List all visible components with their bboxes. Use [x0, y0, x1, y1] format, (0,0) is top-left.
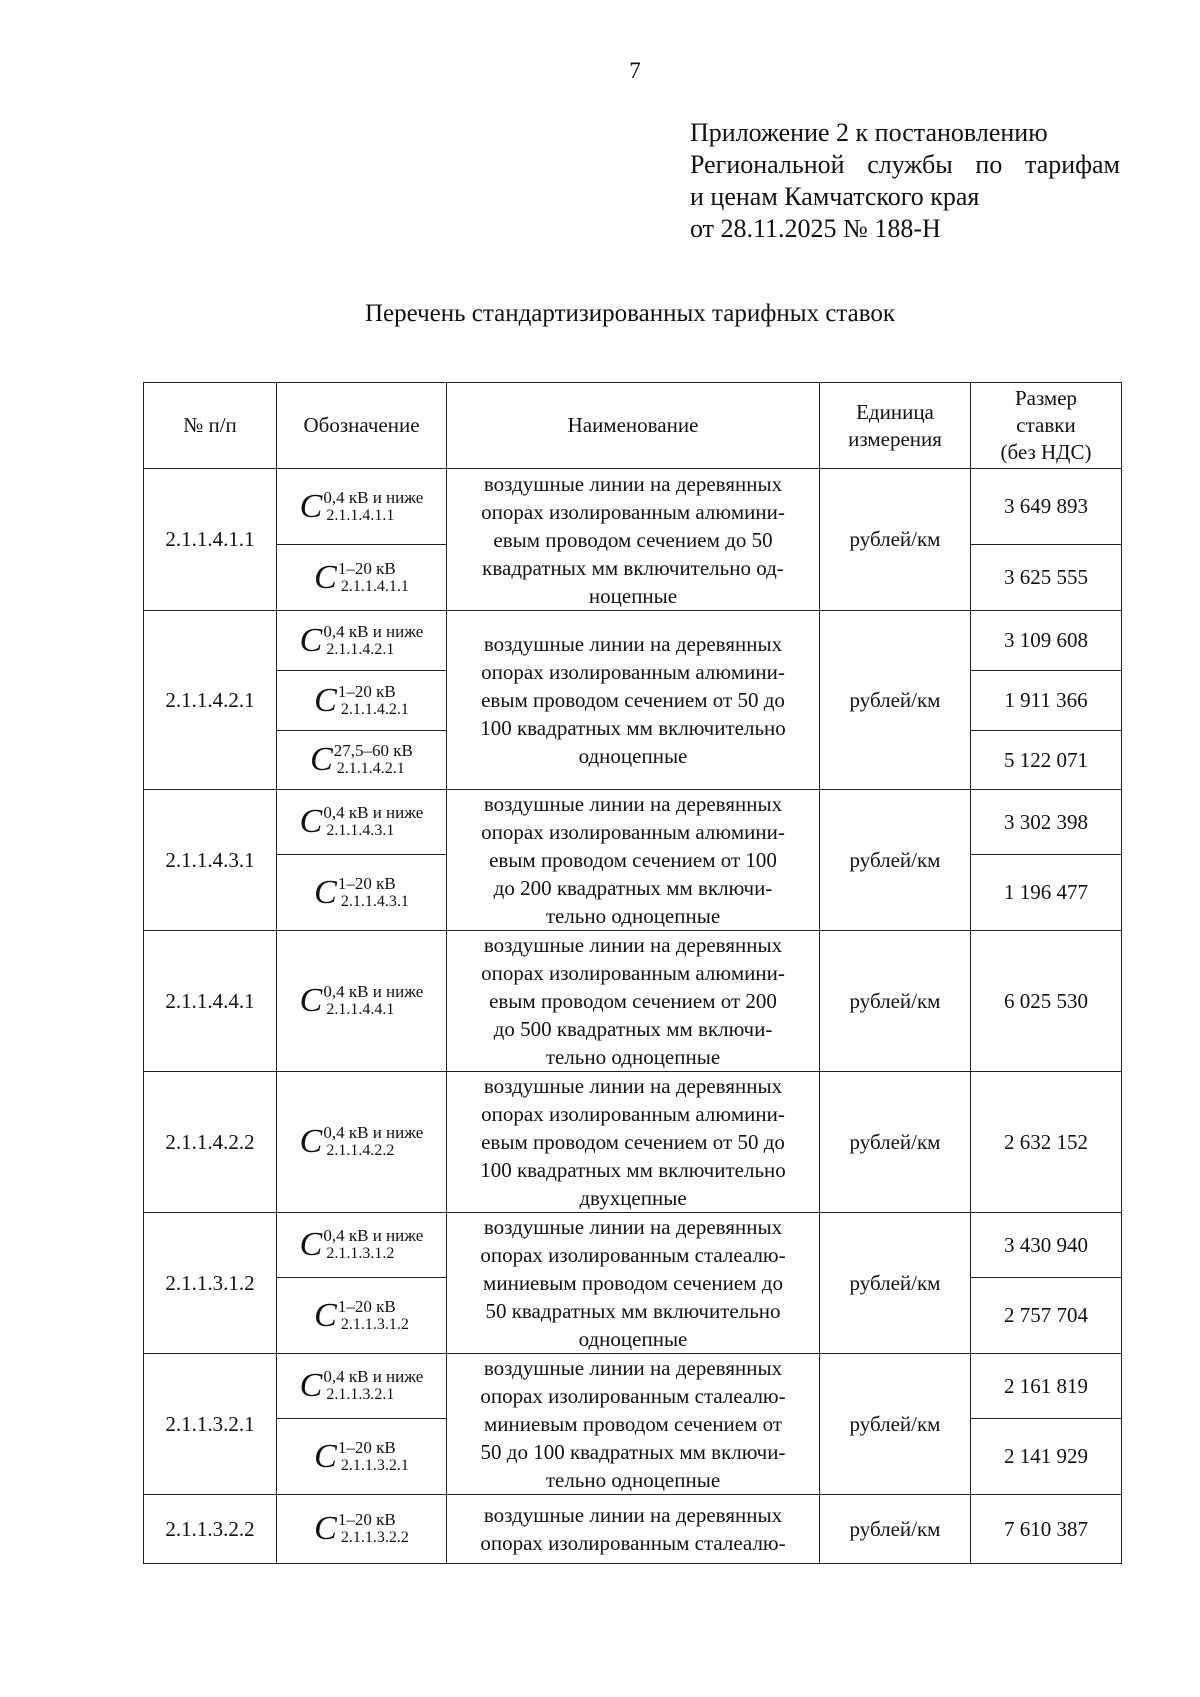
rate-value: 5 122 071 [971, 731, 1122, 790]
name-line: евым проводом сечением от 100 [489, 848, 777, 872]
name-line: евым проводом сечением до 50 [493, 527, 773, 552]
rate-code: 2.1.1.4.2.1 [336, 760, 405, 777]
rate-code: 2.1.1.3.1.2 [326, 1245, 395, 1263]
rate-unit: рублей/км [820, 611, 971, 790]
header-value-line-1: Размер [1014, 386, 1078, 410]
rate-name [447, 931, 820, 1072]
rate-designation [277, 1072, 447, 1213]
name-line: воздушные линии на деревянных [483, 792, 783, 816]
name-line: 100 квадратных мм включительно [480, 1158, 786, 1182]
tariff-rates-table [143, 382, 1122, 1564]
rate-name [447, 1354, 820, 1495]
rate-symbol-letter: C [314, 1296, 337, 1334]
rate-voltage-class: 0,4 кВ и ниже [323, 1367, 424, 1387]
rate-code: 2.1.1.4.3.1 [326, 822, 395, 840]
rate-voltage-class: 0,4 кВ и ниже [323, 1226, 424, 1246]
name-line: воздушные линии на деревянных [483, 933, 783, 957]
table-row [144, 469, 1122, 545]
rate-designation [277, 1213, 447, 1278]
rate-designation [277, 545, 447, 611]
name-line: евым проводом сечением от 50 до [481, 1130, 785, 1154]
rate-voltage-class: 1–20 кВ [337, 1510, 396, 1529]
name-line: до 200 квадратных мм включи- [493, 876, 773, 900]
rate-designation [277, 671, 447, 731]
rate-unit: рублей/км [820, 1213, 971, 1354]
rate-designation [277, 1278, 447, 1354]
rate-name [447, 1072, 820, 1213]
rate-unit: рублей/км [820, 1354, 971, 1495]
rate-designation [277, 611, 447, 671]
rate-name [447, 790, 820, 931]
rate-voltage-class: 1–20 кВ [337, 681, 396, 701]
rate-value: 3 625 555 [971, 545, 1122, 611]
rate-code: 2.1.1.4.2.2 [326, 1142, 395, 1159]
header-unit [820, 383, 971, 469]
rate-voltage-class: 1–20 кВ [337, 873, 396, 893]
rate-value: 7 610 387 [971, 1495, 1122, 1564]
name-line: тельно одноцепные [545, 1045, 721, 1069]
table-header-row [144, 383, 1122, 469]
rate-symbol-letter: C [299, 1367, 323, 1405]
rate-designation [277, 790, 447, 855]
page-number: 7 [629, 58, 641, 83]
rate-unit: рублей/км [820, 931, 971, 1072]
rate-code: 2.1.1.3.1.2 [340, 1315, 409, 1333]
rate-code: 2.1.1.4.2.1 [326, 640, 395, 658]
rate-voltage-class: 0,4 кВ и ниже [323, 487, 424, 507]
rate-voltage-class: 0,4 кВ и ниже [323, 621, 424, 641]
name-line: опорах изолированным алюмини- [481, 820, 785, 844]
name-line: опорах изолированным алюмини- [481, 961, 785, 985]
rate-value: 1 911 366 [971, 671, 1122, 731]
rate-code: 2.1.1.4.3.1 [340, 892, 409, 910]
rate-symbol-letter: C [314, 558, 337, 596]
appendix-line-1: Приложение 2 к постановлению [690, 118, 1048, 147]
name-line: опорах изолированным сталеалю- [480, 1531, 786, 1555]
rate-designation [277, 855, 447, 931]
rate-code: 2.1.1.3.2.1 [340, 1456, 409, 1474]
rate-symbol-letter: C [299, 803, 323, 841]
rate-value: 6 025 530 [971, 931, 1122, 1072]
rate-code: 2.1.1.4.4.1 [326, 1001, 395, 1018]
header-num: № п/п [144, 383, 277, 469]
name-line: миниевым проводом сечением от [483, 1412, 783, 1436]
table-row [144, 611, 1122, 671]
rate-voltage-class: 27,5–60 кВ [333, 741, 413, 760]
name-line: опорах изолированным алюмини- [481, 499, 785, 524]
rate-designation [277, 469, 447, 545]
name-line: 50 квадратных мм включительно [485, 1299, 781, 1323]
document-title: Перечень стандартизированных тарифных ставок [364, 300, 896, 327]
appendix-line-2: Региональной службы по тарифам [690, 150, 1120, 179]
header-value-line-3: (без НДС) [1000, 440, 1092, 464]
rate-unit: рублей/км [820, 469, 971, 611]
rate-voltage-class: 0,4 кВ и ниже [323, 982, 424, 1001]
table-row [144, 1072, 1122, 1213]
table-row [144, 1213, 1122, 1278]
rate-symbol-letter: C [299, 1226, 323, 1264]
table-row [144, 790, 1122, 855]
name-line: до 500 квадратных мм включи- [493, 1017, 773, 1041]
header-designation: Обозначение [277, 383, 447, 469]
name-line: ноцепные [588, 583, 678, 608]
rate-voltage-class: 1–20 кВ [337, 1437, 396, 1457]
header-unit-line-2: измерения [848, 426, 942, 451]
name-line: опорах изолированным алюмини- [481, 1102, 785, 1126]
rate-symbol-letter: C [314, 873, 337, 911]
name-line: воздушные линии на деревянных [483, 1215, 783, 1239]
rate-value: 3 430 940 [971, 1213, 1122, 1278]
rate-voltage-class: 0,4 кВ и ниже [323, 803, 424, 823]
name-line: 100 квадратных мм включительно [480, 716, 786, 740]
name-line: воздушные линии на деревянных [483, 471, 783, 496]
rate-voltage-class: 1–20 кВ [337, 558, 396, 578]
table-body [144, 469, 1122, 1564]
name-line: опорах изолированным алюмини- [481, 660, 785, 684]
rate-code: 2.1.1.3.2.2 [340, 1529, 409, 1546]
rate-name [447, 1495, 820, 1564]
rate-symbol-letter: C [299, 487, 323, 525]
rate-symbol-letter: C [314, 681, 337, 719]
rate-symbol-letter: C [314, 1510, 337, 1547]
name-line: опорах изолированным сталеалю- [480, 1243, 786, 1267]
row-number: 2.1.1.4.4.1 [144, 931, 277, 1072]
rate-name [447, 611, 820, 790]
header-value [971, 383, 1122, 469]
rate-code: 2.1.1.4.1.1 [340, 577, 409, 595]
rate-unit: рублей/км [820, 1495, 971, 1564]
rate-value: 3 302 398 [971, 790, 1122, 855]
header-unit-line-1: Единица [856, 399, 934, 424]
rate-symbol-letter: C [310, 741, 333, 778]
rate-name [447, 469, 820, 611]
rate-unit: рублей/км [820, 790, 971, 931]
rate-symbol-letter: C [299, 1123, 323, 1160]
header-name: Наименование [447, 383, 820, 469]
row-number: 2.1.1.3.1.2 [144, 1213, 277, 1354]
rate-name [447, 1213, 820, 1354]
rate-value: 3 649 893 [971, 469, 1122, 545]
rate-voltage-class: 0,4 кВ и ниже [323, 1123, 424, 1142]
name-line: евым проводом сечением от 50 до [481, 688, 785, 712]
row-number: 2.1.1.4.2.2 [144, 1072, 277, 1213]
table-row [144, 1495, 1122, 1564]
name-line: воздушные линии на деревянных [483, 632, 783, 656]
name-line: квадратных мм включительно од- [482, 555, 784, 580]
name-line: двухцепные [579, 1186, 687, 1210]
row-number: 2.1.1.3.2.1 [144, 1354, 277, 1495]
rate-code: 2.1.1.4.2.1 [340, 700, 409, 718]
rate-designation [277, 731, 447, 790]
rate-value: 2 757 704 [971, 1278, 1122, 1354]
rate-code: 2.1.1.4.1.1 [326, 506, 395, 524]
appendix-header [690, 117, 1120, 245]
rate-unit: рублей/км [820, 1072, 971, 1213]
name-line: одноцепные [578, 1327, 688, 1351]
rate-symbol-letter: C [299, 621, 323, 659]
row-number: 2.1.1.3.2.2 [144, 1495, 277, 1564]
rate-value: 3 109 608 [971, 611, 1122, 671]
row-number: 2.1.1.4.2.1 [144, 611, 277, 790]
rate-symbol-letter: C [314, 1437, 337, 1475]
name-line: тельно одноцепные [545, 904, 721, 928]
rate-value: 2 632 152 [971, 1072, 1122, 1213]
rate-symbol-letter: C [299, 982, 323, 1019]
rate-designation [277, 1354, 447, 1419]
row-number: 2.1.1.4.3.1 [144, 790, 277, 931]
name-line: воздушные линии на деревянных [483, 1356, 783, 1380]
name-line: миниевым проводом сечением до [483, 1271, 783, 1295]
rate-designation [277, 931, 447, 1072]
name-line: воздушные линии на деревянных [483, 1074, 783, 1098]
rate-value: 1 196 477 [971, 855, 1122, 931]
table-row [144, 931, 1122, 1072]
row-number: 2.1.1.4.1.1 [144, 469, 277, 611]
rate-designation [277, 1419, 447, 1495]
rate-value: 2 161 819 [971, 1354, 1122, 1419]
name-line: евым проводом сечением от 200 [489, 989, 777, 1013]
rate-value: 2 141 929 [971, 1419, 1122, 1495]
name-line: одноцепные [578, 744, 688, 768]
rate-code: 2.1.1.3.2.1 [326, 1386, 395, 1404]
header-value-line-2: ставки [1016, 413, 1076, 437]
name-line: тельно одноцепные [545, 1468, 721, 1492]
appendix-line-4: от 28.11.2025 № 188-Н [690, 214, 941, 243]
rate-voltage-class: 1–20 кВ [337, 1296, 396, 1316]
rate-designation [277, 1495, 447, 1564]
name-line: опорах изолированным сталеалю- [480, 1384, 786, 1408]
appendix-line-3: и ценам Камчатского края [690, 182, 980, 211]
name-line: 50 до 100 квадратных мм включи- [480, 1440, 786, 1464]
table-row [144, 1354, 1122, 1419]
name-line: воздушные линии на деревянных [483, 1503, 783, 1527]
